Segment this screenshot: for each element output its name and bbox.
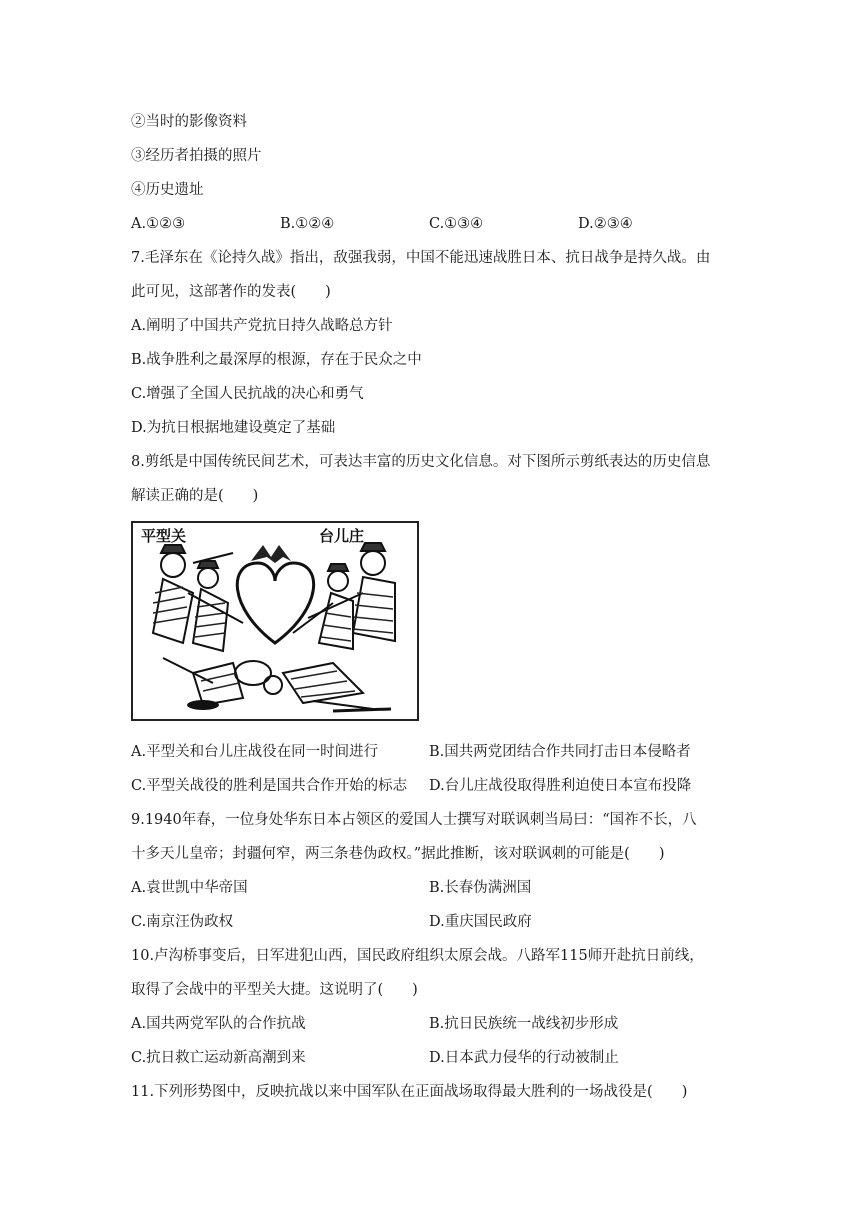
label-taierzhuang: 台儿庄: [319, 527, 365, 545]
q8-stem-line1: 8.剪纸是中国传统民间艺术，可表达丰富的历史文化信息。对下图所示剪纸表达的历史信息: [131, 454, 711, 470]
q8-option-d: D.台儿庄战役取得胜利迫使日本宣布投降: [429, 778, 692, 794]
paper-cut-image: [131, 521, 419, 721]
q7-option-d: D.为抗日根据地建设奠定了基础: [131, 420, 336, 436]
q7-stem-line1: 7.毛泽东在《论持久战》指出，敌强我弱，中国不能迅速战胜日本、抗日战争是持久战。由: [131, 250, 711, 266]
q9-stem-line2: 十多天儿皇帝；封疆何窄，两三条巷伪政权。”据此推断，该对联讽刺的可能是( ): [131, 846, 665, 862]
q6-item-2: ②当时的影像资料: [131, 114, 247, 130]
q9-option-a: A.袁世凯中华帝国: [131, 880, 248, 896]
q10-option-b: B.抗日民族统一战线初步形成: [429, 1016, 619, 1032]
q10-stem-line1: 10.卢沟桥事变后，日军进犯山西，国民政府组织太原会战。八路军115师开赴抗日前线，: [131, 948, 704, 964]
q8-option-c: C.平型关战役的胜利是国共合作开始的标志: [131, 778, 408, 794]
q9-option-d: D.重庆国民政府: [429, 914, 532, 930]
q6-item-3: ③经历者拍摄的照片: [131, 148, 262, 164]
q7-option-b: B.战争胜利之最深厚的根源，存在于民众之中: [131, 352, 422, 368]
q10-option-d: D.日本武力侵华的行动被制止: [429, 1050, 619, 1066]
q8-option-b: B.国共两党团结合作共同打击日本侵略者: [429, 744, 691, 760]
q6-item-4: ④历史遗址: [131, 182, 204, 198]
q10-stem-line2: 取得了会战中的平型关大捷。这说明了( ): [131, 982, 418, 998]
q9-option-c: C.南京汪伪政权: [131, 914, 234, 930]
q10-option-a: A.国共两党军队的合作抗战: [131, 1016, 306, 1032]
q6-option-a: A.①②③: [131, 216, 186, 232]
q9-stem-line1: 9.1940年春，一位身处华东日本占领区的爱国人士撰写对联讽刺当局曰：“国祚不长，八: [131, 812, 697, 828]
q11-stem-line1: 11.下列形势图中，反映抗战以来中国军队在正面战场取得最大胜利的一场战役是( ): [131, 1084, 688, 1100]
q7-option-c: C.增强了全国人民抗战的决心和勇气: [131, 386, 364, 402]
q10-option-c: C.抗日救亡运动新高潮到来: [131, 1050, 306, 1066]
q6-option-c: C.①③④: [429, 216, 484, 232]
q6-option-b: B.①②④: [280, 216, 335, 232]
paper-cut-illustration: [133, 523, 417, 719]
q6-option-d: D.②③④: [578, 216, 633, 232]
q8-option-a: A.平型关和台儿庄战役在同一时间进行: [131, 744, 379, 760]
q7-stem-line2: 此可见，这部著作的发表( ): [131, 284, 331, 300]
q8-stem-line2: 解读正确的是( ): [131, 488, 259, 504]
q9-option-b: B.长春伪满洲国: [429, 880, 532, 896]
label-pingxingguan: 平型关: [141, 527, 187, 545]
q7-option-a: A.阐明了中国共产党抗日持久战略总方针: [131, 318, 393, 334]
